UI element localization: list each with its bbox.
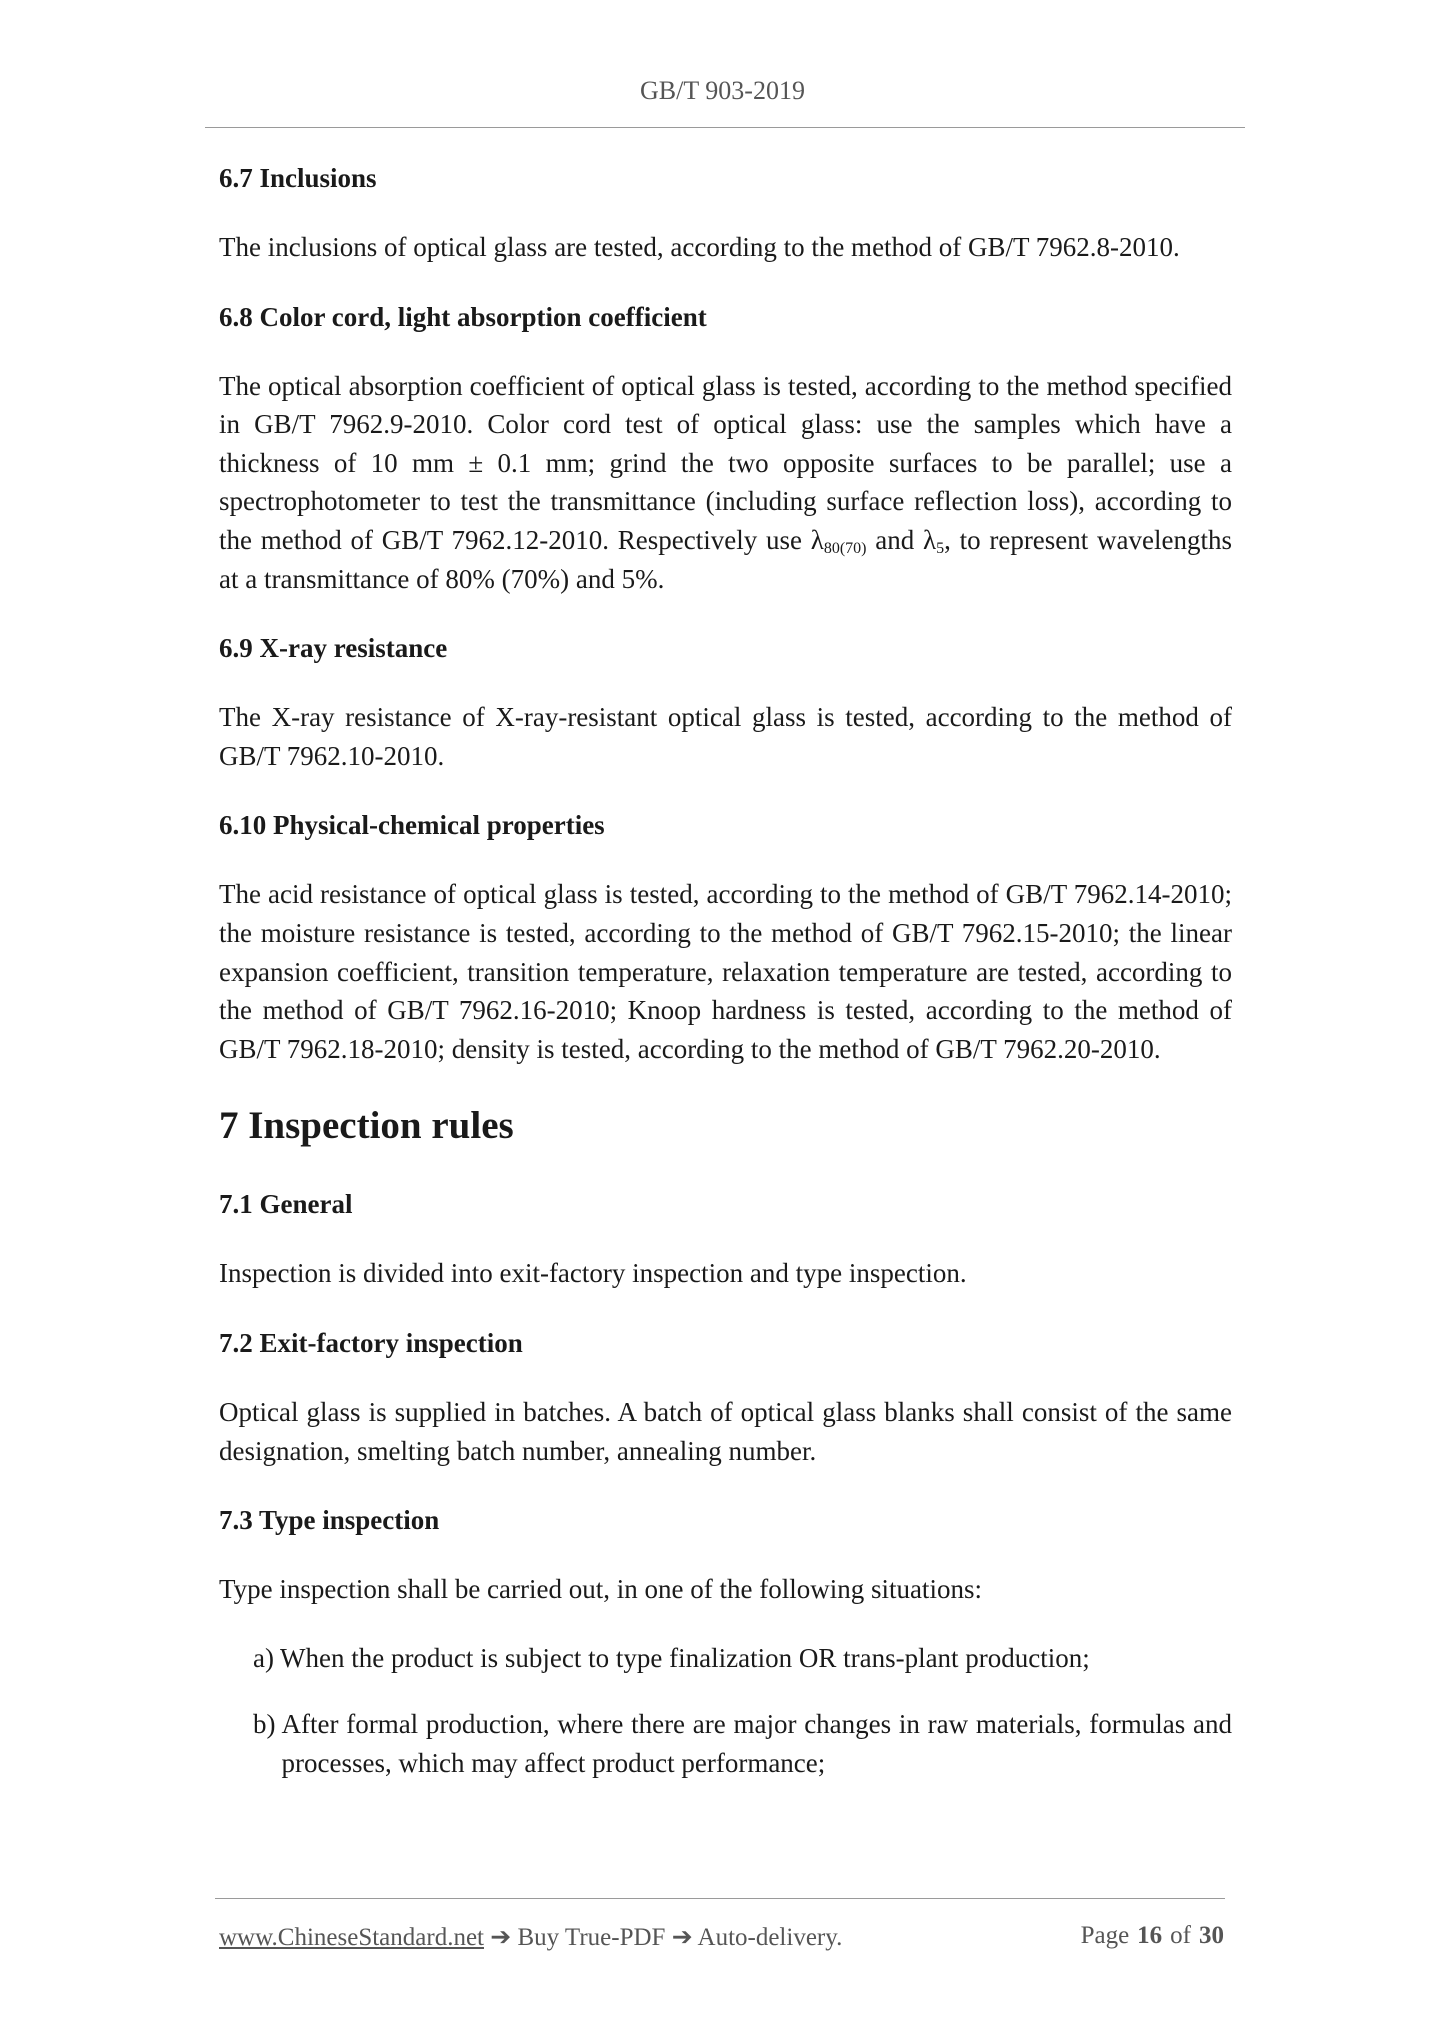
header-divider [205, 127, 1245, 128]
chapter-heading-7: 7 Inspection rules [219, 1104, 514, 1148]
list-item-text: After formal production, where there are major changes in raw materials, formulas and processes, which may affect product performance; [281, 1709, 1232, 1778]
lambda-symbol: λ [810, 524, 824, 555]
footer-promo [219, 1922, 842, 1952]
section-heading-6-9: 6.9 X-ray resistance [219, 633, 448, 664]
footer-divider [215, 1898, 1225, 1899]
section-text-7-2: Optical glass is supplied in batches. A batch of optical glass blanks shall consist of the same designation, smelting batch number, annealing number. [219, 1396, 1232, 1466]
text-part: The optical absorption coefficient of optical glass is tested, according to the method specified in GB/T 7962.9-2010. Color cord test of optical glass: use the samples which have a thickness of 10 mm ± 0.1 mm; grind the two opposite surfaces to be parallel; use a spectrophotometer to test the transmittance (including surface reflection loss), according to the method of GB/T 7962.12-2010. Respectively use [219, 370, 1232, 555]
section-heading-6-10: 6.10 Physical-chemical properties [219, 810, 605, 841]
section-heading-7-1: 7.1 General [219, 1189, 353, 1220]
text-part: and [866, 524, 923, 555]
current-page: 16 [1137, 1922, 1163, 1949]
section-text-6-10: The acid resistance of optical glass is tested, according to the method of GB/T 7962.14-2010; the moisture resistance is tested, according to the method of GB/T 7962.15-2010; the linear expansion coefficient, transition temperature, relaxation temperature are tested, according to the method of GB/T 7962.16-2010; Knoop hardness is tested, according to the method of GB/T 7962.18-2010; density is tested, according to the method of GB/T 7962.20-2010. [219, 879, 1232, 1064]
text-part: , to represent wavelengths at a transmittance of 80% (70%) and 5%. [219, 524, 1233, 594]
list-item-text: When the product is subject to type finalization OR trans-plant production; [279, 1642, 1090, 1673]
list-item [253, 1705, 1232, 1782]
lambda-subscript: 5 [936, 539, 945, 557]
of-label: of [1170, 1922, 1191, 1949]
section-text-6-9: The X-ray resistance of X-ray-resistant optical glass is tested, according to the method of GB/T 7962.10-2010. [219, 702, 1232, 771]
lambda-subscript: 80(70) [823, 539, 867, 557]
site-link[interactable]: www.ChineseStandard.net [219, 1924, 484, 1951]
section-heading-7-2: 7.2 Exit-factory inspection [219, 1327, 523, 1358]
arrow-right-icon: ➔ [490, 1924, 512, 1951]
list-marker: a) [253, 1642, 274, 1673]
section-text-6-8 [219, 367, 1232, 599]
list-marker: b) [253, 1709, 276, 1740]
total-pages: 30 [1199, 1922, 1224, 1949]
section-text-7-3: Type inspection shall be carried out, in one of the following situations: [219, 1574, 982, 1605]
arrow-right-icon: ➔ [671, 1924, 693, 1951]
list-item [253, 1639, 1232, 1678]
buy-text: Buy True-PDF [511, 1924, 672, 1951]
page-label: Page [1080, 1922, 1130, 1949]
section-heading-7-3: 7.3 Type inspection [219, 1505, 440, 1536]
situation-list [219, 1639, 1232, 1783]
page-content [219, 158, 1232, 1810]
delivery-text: Auto-delivery. [692, 1924, 843, 1951]
lambda-symbol: λ [922, 524, 937, 555]
page-number [1081, 1922, 1232, 1950]
section-heading-6-7: 6.7 Inclusions [219, 163, 377, 193]
section-text-6-7: The inclusions of optical glass are tested, according to the method of GB/T 7962.8-2010. [219, 232, 1180, 262]
section-heading-6-8: 6.8 Color cord, light absorption coefficient [219, 301, 707, 332]
section-text-7-1: Inspection is divided into exit-factory inspection and type inspection. [219, 1258, 967, 1289]
page-header: GB/T 903-2019 [640, 76, 805, 105]
